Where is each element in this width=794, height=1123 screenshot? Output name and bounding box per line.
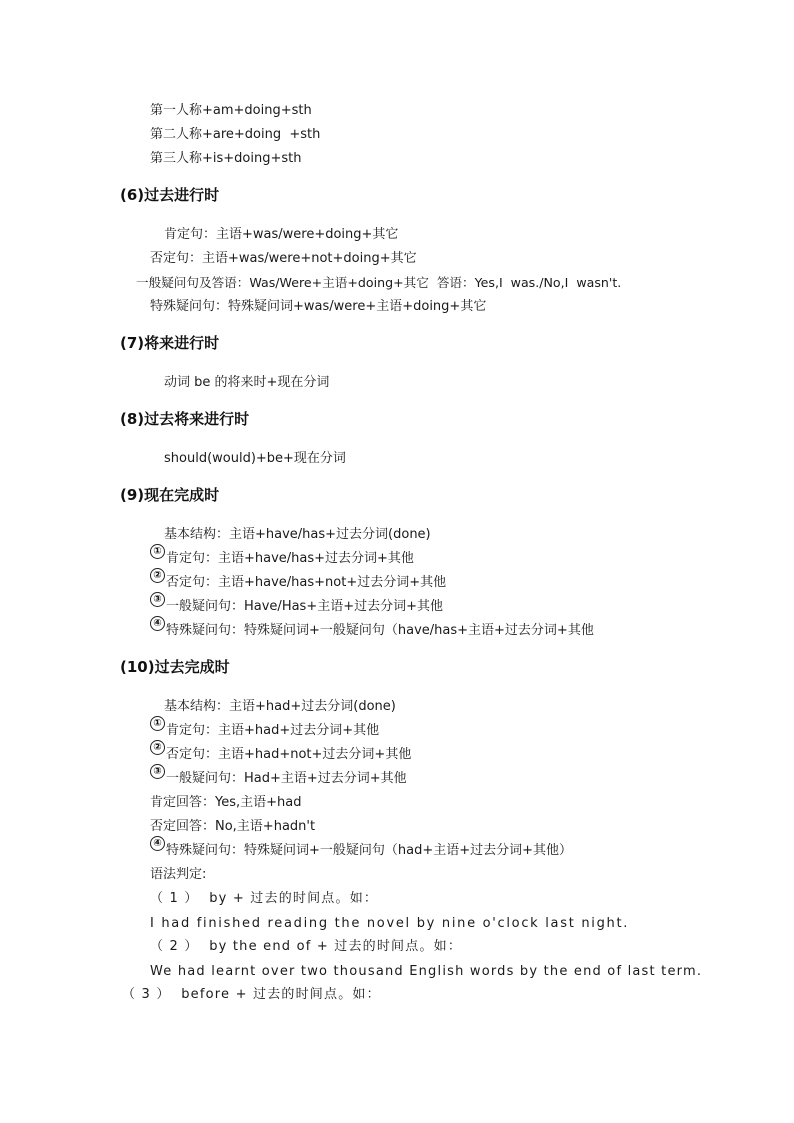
section-9-heading: (9)现在完成时 [120,486,220,504]
s9-negative: 否定句：主语+have/has+not+过去分词+其他 [166,575,447,590]
circled-number-2: ② [150,740,165,755]
example-1: I had finished reading the novel by nine o'clock last night. [150,916,630,931]
intro-line-1: 第一人称+am+doing+sth [150,103,312,118]
rule-2: （ 2 ） by the end of + 过去的时间点。如： [150,939,463,954]
circled-number-3: ③ [150,592,165,607]
circled-number-1: ① [150,544,165,559]
section-6-heading: (6)过去进行时 [120,186,220,204]
s10-question: 一般疑问句：Had+主语+过去分词+其他 [166,771,407,786]
section-10-heading: (10)过去完成时 [120,658,230,676]
s9-question: 一般疑问句：Have/Has+主语+过去分词+其他 [166,599,444,614]
s9-structure: 基本结构：主语+have/has+过去分词(done) [164,527,431,542]
s10-wh-question: 特殊疑问句：特殊疑问词+一般疑问句（had+主语+过去分词+其他） [166,843,573,858]
s6-negative: 否定句：主语+was/were+not+doing+其它 [150,251,417,266]
rule-1: （ 1 ） by + 过去的时间点。如： [150,891,379,906]
s10-no-answer: 否定回答：No,主语+hadn't [150,819,316,834]
s6-question: 一般疑问句及答语：Was/Were+主语+doing+其它 答语：Yes,I was./No,I wasn't. [136,275,622,290]
circled-number-1: ① [150,716,165,731]
s8-line: should(would)+be+现在分词 [164,451,346,466]
example-2: We had learnt over two thousand English words by the end of last term. [150,964,703,979]
s6-affirmative: 肯定句：主语+was/were+doing+其它 [164,227,399,242]
s9-wh-question: 特殊疑问句：特殊疑问词+一般疑问句（have/has+主语+过去分词+其他 [166,623,594,638]
grammar-label: 语法判定: [150,867,207,882]
s9-affirmative: 肯定句：主语+have/has+过去分词+其他 [166,551,414,566]
circled-number-4: ④ [150,836,165,851]
circled-number-4: ④ [150,616,165,631]
s10-negative: 否定句：主语+had+not+过去分词+其他 [166,747,412,762]
s10-affirmative: 肯定句：主语+had+过去分词+其他 [166,723,380,738]
s10-structure: 基本结构：主语+had+过去分词(done) [164,699,396,714]
s6-wh-question: 特殊疑问句：特殊疑问词+was/were+主语+doing+其它 [150,299,487,314]
intro-line-3: 第三人称+is+doing+sth [150,151,302,166]
section-7-heading: (7)将来进行时 [120,334,220,352]
intro-line-2: 第二人称+are+doing +sth [150,127,321,142]
circled-number-3: ③ [150,764,165,779]
s7-line: 动词 be 的将来时+现在分词 [164,375,330,390]
s10-yes-answer: 肯定回答：Yes,主语+had [150,795,302,810]
circled-number-2: ② [150,568,165,583]
rule-3: （ 3 ） before + 过去的时间点。如： [122,987,381,1002]
section-8-heading: (8)过去将来进行时 [120,410,250,428]
